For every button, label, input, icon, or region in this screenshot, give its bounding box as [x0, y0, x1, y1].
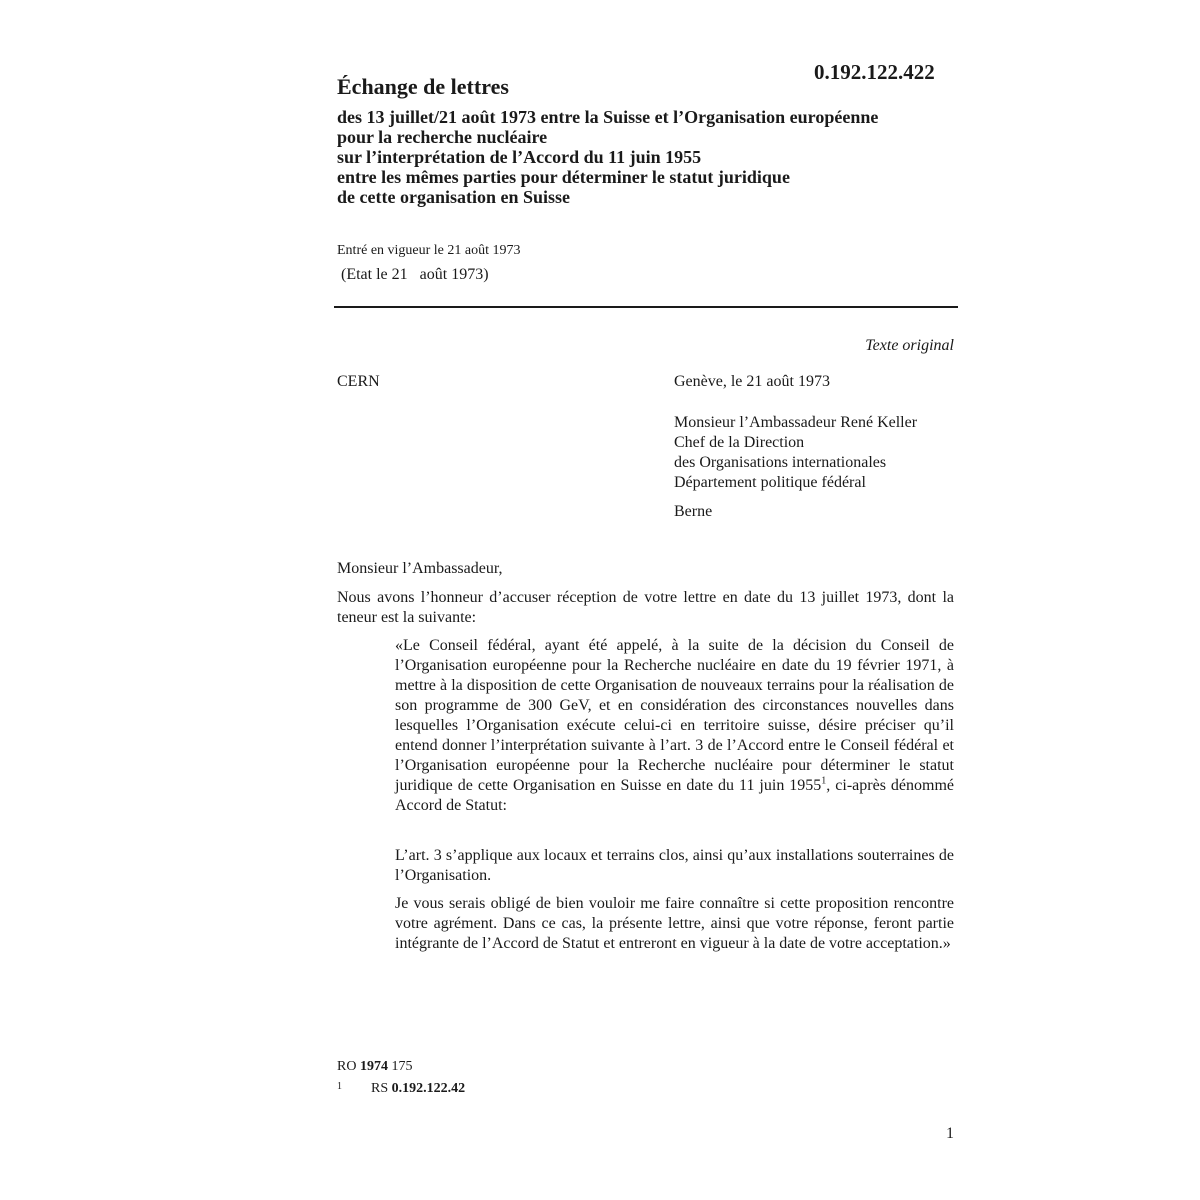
rs-number: 0.192.122.422	[814, 60, 935, 84]
letter-paragraph: Nous avons l’honneur d’accuser réception de votre lettre en date du 13 juillet 1973, dont la teneur est la suivante:	[337, 589, 954, 626]
ro-page: 175	[391, 1059, 413, 1074]
recipient-city: Berne	[674, 503, 713, 520]
footnote-reference[interactable]: 1	[821, 775, 827, 787]
subtitle-line: de cette organisation en Suisse	[337, 187, 570, 207]
header-divider	[334, 306, 958, 308]
letter-salutation: Monsieur l’Ambassadeur,	[337, 560, 503, 577]
document-title: Échange de lettres	[337, 74, 509, 99]
quoted-paragraph: L’art. 3 s’applique aux locaux et terrains clos, ainsi qu’aux installations souterraines de l’Organisation.	[395, 847, 954, 884]
in-force-date: Entré en vigueur le 21 août 1973	[337, 243, 521, 258]
letter-recipient	[674, 413, 917, 493]
official-compilation-reference	[337, 1059, 412, 1075]
ro-prefix: RO	[337, 1059, 357, 1074]
ro-year: 1974	[359, 1059, 388, 1074]
footnote	[337, 1081, 465, 1097]
letter-sender: CERN	[337, 373, 380, 390]
letter-place-date: Genève, le 21 août 1973	[674, 373, 830, 390]
footnote-prefix: RS	[371, 1081, 389, 1096]
recipient-line: des Organisations internationales	[674, 454, 887, 471]
state-date: (Etat le 21 août 1973)	[341, 266, 489, 283]
subtitle-line: sur l’interprétation de l’Accord du 11 juin 1955	[337, 147, 702, 167]
quoted-paragraph	[395, 636, 954, 816]
subtitle-line: des 13 juillet/21 août 1973 entre la Suisse et l’Organisation européenne	[337, 107, 879, 127]
subtitle-line: entre les mêmes parties pour déterminer le statut juridique	[337, 167, 790, 187]
document-subtitle	[337, 107, 977, 207]
quoted-paragraph: Je vous serais obligé de bien vouloir me faire connaître si cette proposition rencontre votre agrément. Dans ce cas, la présente lettre, ainsi que votre réponse, feront partie intégrante de l’Accord de Statut et entreront en vigueur à la date de votre acceptation.»	[395, 895, 954, 952]
footnote-rs-number: 0.192.122.42	[391, 1081, 466, 1096]
footnote-mark: 1	[337, 1081, 342, 1092]
recipient-line: Département politique fédéral	[674, 474, 866, 491]
quoted-text: «Le Conseil fédéral, ayant été appelé, à la suite de la décision du Conseil de l’Organisation européenne pour la Recherche nucléaire en date du 19 février 1971, à mettre à la disposition de cette Organisation de nouveaux terrains pour la réalisation de son programme de 300 GeV, et en considération des circonstances nouvelles dans lesquelles l’Organisation exécute celui-ci en territoire suisse, désire préciser qu’il entend donner l’interprétation suivante à l’art. 3 de l’Accord entre le Conseil fédéral et l’Organisation européenne pour la Recherche nucléaire pour déterminer le statut juridique de cette Organisation en Suisse en date du 11 juin 1955	[395, 637, 954, 794]
subtitle-line: pour la recherche nucléaire	[337, 127, 548, 147]
quoted-text: , ci-après dénommé Accord de Statut:	[395, 777, 954, 814]
original-text-label: Texte original	[865, 337, 954, 354]
recipient-line: Chef de la Direction	[674, 434, 805, 451]
page-number: 1	[946, 1125, 954, 1142]
recipient-line: Monsieur l’Ambassadeur René Keller	[674, 414, 918, 431]
